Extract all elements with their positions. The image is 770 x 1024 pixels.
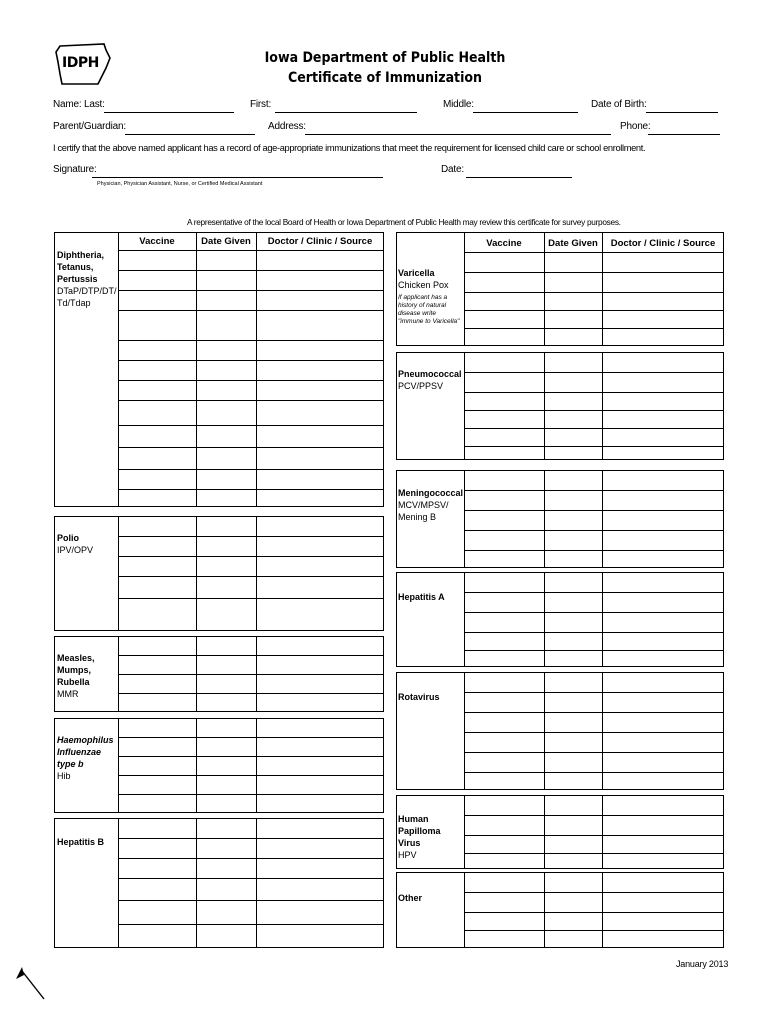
table-row[interactable] (464, 892, 724, 893)
table-row[interactable] (118, 290, 384, 291)
table-row[interactable] (464, 592, 724, 593)
hepatitis-b-label: Hepatitis B (57, 837, 105, 847)
hpv-label: Human Papilloma Virus HPV (398, 814, 441, 860)
table-row[interactable] (118, 756, 384, 757)
table-row[interactable] (464, 772, 724, 773)
table-row[interactable] (464, 692, 724, 693)
hib-label: Haemophilus Influenzae type b Hib (57, 735, 114, 781)
signer-types: Physician, Physician Assistant, Nurse, or Certified Medical Assistant (97, 181, 263, 187)
certify-statement: I certify that the above named applicant has a record of age-appropriate immunizations that meet the requirement for licensed child care or school enrollment. (53, 143, 646, 153)
table-row[interactable] (464, 550, 724, 551)
parent-field[interactable] (125, 134, 255, 135)
table-row[interactable] (464, 732, 724, 733)
rotavirus-label: Rotavirus (398, 692, 440, 702)
table-row[interactable] (118, 489, 384, 490)
page-subtitle: Certificate of Immunization (287, 70, 483, 86)
page-title: Iowa Department of Public Health (264, 50, 506, 66)
table-row[interactable] (118, 924, 384, 925)
table-row[interactable] (464, 752, 724, 753)
pneumococcal-label: Pneumococcal PCV/PPSV (398, 369, 462, 391)
dob-field[interactable] (646, 112, 718, 113)
name-last-label: Name: Last: (53, 99, 105, 110)
table-row[interactable] (464, 392, 724, 393)
table-row[interactable] (118, 838, 384, 839)
table-row[interactable] (118, 447, 384, 448)
table-row[interactable] (118, 655, 384, 656)
table-row[interactable] (464, 328, 724, 329)
mouse-cursor-icon (14, 965, 50, 1010)
dtap-label: Diphtheria, Tetanus, Pertussis DTaP/DTP/DT/ Td/Tdap (57, 250, 117, 308)
dob-label: Date of Birth: (591, 99, 647, 110)
left-header-doctor: Doctor / Clinic / Source (267, 236, 373, 247)
table-row[interactable] (118, 425, 384, 426)
table-row[interactable] (464, 428, 724, 429)
table-row[interactable] (118, 674, 384, 675)
table-row[interactable] (118, 469, 384, 470)
table-row[interactable] (464, 632, 724, 633)
polio-label: Polio IPV/OPV (57, 533, 94, 555)
date-label: Date: (441, 164, 464, 175)
table-row[interactable] (464, 712, 724, 713)
other-group (396, 872, 724, 948)
table-row[interactable] (464, 835, 724, 836)
logo-text: IDPH (62, 55, 99, 71)
meningococcal-label: Meningococcal MCV/MPSV/ Mening B (398, 488, 464, 522)
mmr-label: Measles, Mumps, Rubella MMR (57, 653, 95, 699)
hepatitis-a-group (396, 572, 724, 667)
table-row[interactable] (118, 598, 384, 599)
polio-group (54, 516, 384, 631)
table-row[interactable] (464, 372, 724, 373)
right-header-date-given: Date Given (548, 238, 598, 249)
phone-label: Phone: (620, 121, 651, 132)
representative-note: A representative of the local Board of Health or Iowa Department of Public Health may review this certificate for survey purposes. (187, 217, 621, 227)
table-row[interactable] (464, 490, 724, 491)
table-row[interactable] (464, 410, 724, 411)
table-row[interactable] (464, 612, 724, 613)
table-row[interactable] (464, 650, 724, 651)
first-name-field[interactable] (275, 112, 417, 113)
table-row[interactable] (118, 400, 384, 401)
table-row[interactable] (464, 912, 724, 913)
first-name-label: First: (250, 99, 272, 110)
table-row[interactable] (118, 878, 384, 879)
middle-name-label: Middle: (443, 99, 474, 110)
table-row[interactable] (118, 536, 384, 537)
table-row[interactable] (464, 272, 724, 273)
table-row[interactable] (118, 310, 384, 311)
left-header-vaccine: Vaccine (139, 236, 175, 247)
table-row[interactable] (464, 930, 724, 931)
address-field[interactable] (305, 134, 611, 135)
varicella-note: If applicant has a history of natural disease write "immune to Varicella" (398, 294, 460, 325)
other-label: Other (398, 893, 423, 903)
table-row[interactable] (464, 853, 724, 854)
parent-label: Parent/Guardian: (53, 121, 126, 132)
hpv-group (396, 795, 724, 869)
table-row[interactable] (118, 900, 384, 901)
table-row[interactable] (464, 510, 724, 511)
table-row[interactable] (118, 576, 384, 577)
table-row[interactable] (118, 556, 384, 557)
signature-label: Signature: (53, 164, 97, 175)
table-row[interactable] (464, 530, 724, 531)
date-field[interactable] (466, 177, 572, 178)
table-row[interactable] (464, 310, 724, 311)
table-row[interactable] (118, 775, 384, 776)
table-row[interactable] (118, 340, 384, 341)
table-row[interactable] (464, 446, 724, 447)
address-label: Address: (268, 121, 306, 132)
table-row[interactable] (118, 693, 384, 694)
footer-date: January 2013 (676, 959, 729, 969)
table-row[interactable] (464, 815, 724, 816)
middle-name-field[interactable] (473, 112, 578, 113)
right-header-vaccine: Vaccine (486, 238, 522, 249)
phone-field[interactable] (648, 134, 720, 135)
table-row[interactable] (118, 270, 384, 271)
table-row[interactable] (118, 794, 384, 795)
name-last-field[interactable] (104, 112, 234, 113)
table-row[interactable] (464, 292, 724, 293)
left-header-date-given: Date Given (201, 236, 251, 247)
table-row[interactable] (118, 858, 384, 859)
table-row[interactable] (118, 737, 384, 738)
signature-field[interactable] (92, 177, 383, 178)
right-header-doctor: Doctor / Clinic / Source (610, 238, 716, 249)
table-row[interactable] (118, 360, 384, 361)
table-row[interactable] (118, 380, 384, 381)
hepatitis-a-label: Hepatitis A (398, 592, 445, 602)
varicella-label: Varicella Chicken Pox (398, 268, 449, 290)
